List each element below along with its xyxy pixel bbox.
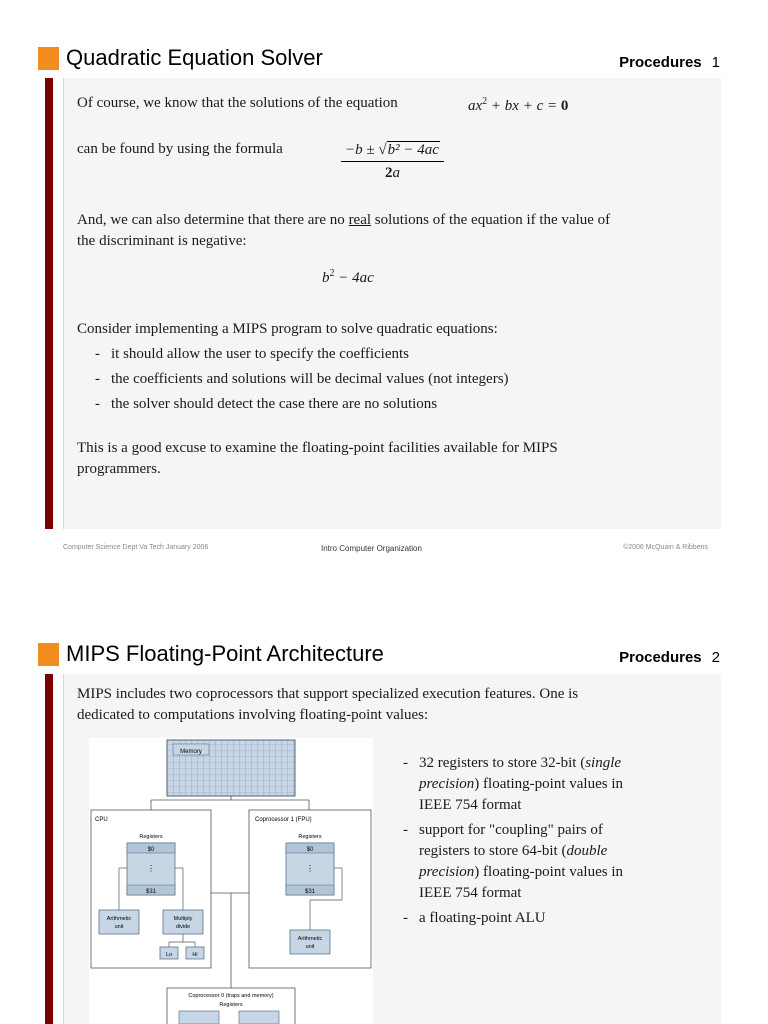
coprocessor-0-label: Coprocessor 0 (traps and memory) (188, 993, 274, 999)
multiply-divide-unit (163, 910, 203, 934)
intro-text-2: dedicated to computations involving floating-point values: (77, 707, 429, 723)
formula-intro: can be found by using the formula (77, 141, 283, 157)
excuse-text: This is a good excuse to examine the floating-point facilities available for MIPS (77, 440, 558, 456)
svg-text:$31: $31 (145, 889, 157, 895)
svg-text:Multiply: Multiply (173, 916, 193, 922)
intro-text: MIPS includes two coprocessors that support specialized execution features. One is (77, 686, 579, 702)
slide-2 (0, 628, 768, 1024)
svg-text:$0: $0 (147, 847, 155, 853)
svg-text:Arithmetic: Arithmetic (297, 936, 323, 942)
excuse-text-2: programmers. (77, 461, 161, 477)
fpu-architecture-diagram (89, 738, 373, 1024)
fpu-arithmetic-unit (290, 930, 330, 954)
list-item: - support for "coupling" pairs of (403, 822, 603, 838)
svg-text:unit: unit (114, 924, 124, 930)
list-item-cont: IEEE 754 format (419, 797, 522, 813)
svg-text:$0: $0 (306, 847, 314, 853)
footer-right: ©2006 McQuain & Ribbens (623, 544, 708, 551)
list-item: - the solver should detect the case there are no solutions (95, 396, 438, 412)
slide-title: Quadratic Equation Solver (66, 45, 323, 70)
title-marker (38, 643, 59, 666)
svg-text:⋮: ⋮ (147, 864, 155, 873)
discriminant-expression: $b^2 - 4ac$ (322, 268, 374, 286)
footer-left: Computer Science Dept Va Tech January 2006 (63, 544, 209, 551)
consider-text: Consider implementing a MIPS program to solve quadratic equations: (77, 321, 498, 337)
cpu-arithmetic-unit (99, 910, 139, 934)
list-item-cont: IEEE 754 format (419, 885, 522, 901)
list-item: - a floating-point ALU (403, 910, 546, 926)
accent-bar (45, 674, 53, 1024)
section-name: Procedures (619, 54, 702, 71)
list-item-cont: precision) floating-point values in (419, 776, 623, 792)
page-number: 1 (711, 54, 720, 71)
title-marker (38, 47, 59, 70)
svg-text:⋮: ⋮ (306, 864, 314, 873)
cpu-label: CPU (95, 817, 108, 823)
discriminant-text-2: the discriminant is negative: (77, 233, 247, 249)
svg-text:Registers: Registers (298, 834, 322, 840)
svg-text:Registers: Registers (219, 1002, 243, 1008)
accent-bar (45, 78, 53, 529)
discriminant-text: And, we can also determine that there are no real solutions of the equation if the value of (77, 212, 611, 228)
intro-text: Of course, we know that the solutions of the equation (77, 95, 398, 111)
section-label (619, 649, 720, 666)
svg-text:unit: unit (305, 944, 315, 950)
memory-label: Memory (180, 749, 202, 755)
coprocessor-1-label: Coprocessor 1 (FPU) (255, 817, 312, 823)
svg-text:Hi: Hi (192, 952, 198, 958)
footer-center: Intro Computer Organization (321, 544, 422, 553)
svg-text:divide: divide (175, 924, 191, 930)
quadratic-equation: $ax^2$ + bx + c = 0 (468, 96, 569, 114)
svg-text:$31: $31 (304, 889, 316, 895)
svg-text:Lo: Lo (165, 952, 173, 958)
list-item: - 32 registers to store 32-bit (single (403, 755, 622, 771)
section-label (619, 54, 720, 71)
page-number: 2 (711, 649, 720, 666)
svg-text:Arithmetic: Arithmetic (106, 916, 132, 922)
list-item-cont: registers to store 64-bit (double (419, 843, 608, 859)
list-item: - it should allow the user to specify the coefficients (95, 346, 409, 362)
slide-title: MIPS Floating-Point Architecture (66, 641, 384, 666)
svg-text:Registers: Registers (139, 834, 163, 840)
section-name: Procedures (619, 649, 702, 666)
list-item: - the coefficients and solutions will be decimal values (not integers) (95, 371, 509, 387)
list-item-cont: precision) floating-point values in (419, 864, 623, 880)
quadratic-formula: $\frac{\text{−b ± √b² − 4ac}}{2a}$ (341, 142, 444, 182)
